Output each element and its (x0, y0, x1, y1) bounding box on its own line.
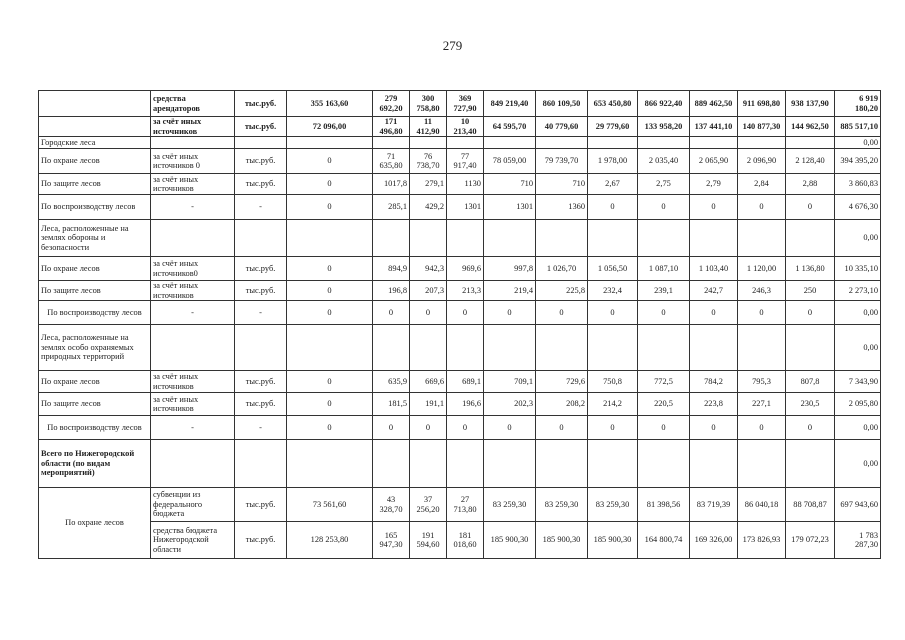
base-value-cell: 72 096,00 (287, 117, 373, 137)
unit-cell: тыс.руб. (235, 117, 287, 137)
value-cell (373, 440, 410, 488)
value-cell: 246,3 (738, 281, 786, 301)
value-cell: 83 259,30 (536, 488, 588, 522)
source-cell: за счёт иных источников0 (151, 257, 235, 281)
base-value-cell (287, 440, 373, 488)
value-cell: 40 779,60 (536, 117, 588, 137)
source-cell: - (151, 301, 235, 325)
source-cell: - (151, 416, 235, 440)
value-cell (638, 137, 690, 149)
value-cell: 88 708,87 (786, 488, 835, 522)
value-cell: 0 (410, 416, 447, 440)
value-cell (373, 137, 410, 149)
value-cell (447, 325, 484, 371)
value-cell (738, 440, 786, 488)
row-name-cell (39, 117, 151, 137)
value-cell: 0,00 (835, 325, 881, 371)
value-cell: 2,67 (588, 174, 638, 195)
value-cell: 86 040,18 (738, 488, 786, 522)
value-cell: 0 (447, 301, 484, 325)
base-value-cell: 0 (287, 371, 373, 393)
row-name-cell: По защите лесов (39, 393, 151, 416)
value-cell: 6 919 180,20 (835, 91, 881, 117)
row-name-cell: По защите лесов (39, 281, 151, 301)
value-cell: 1301 (484, 195, 536, 220)
value-cell: 185 900,30 (484, 522, 536, 559)
table-row (39, 137, 881, 149)
value-cell: 181,5 (373, 393, 410, 416)
value-cell: 0 (786, 301, 835, 325)
value-cell: 137 441,10 (690, 117, 738, 137)
value-cell: 1 783 287,30 (835, 522, 881, 559)
value-cell: 729,6 (536, 371, 588, 393)
value-cell: 0 (638, 195, 690, 220)
value-cell: 214,2 (588, 393, 638, 416)
value-cell (536, 220, 588, 257)
table-row (39, 488, 881, 522)
unit-cell: тыс.руб. (235, 149, 287, 174)
value-cell: 860 109,50 (536, 91, 588, 117)
unit-cell: тыс.руб. (235, 522, 287, 559)
value-cell: 1360 (536, 195, 588, 220)
value-cell: 0 (536, 301, 588, 325)
value-cell (786, 325, 835, 371)
value-cell: 0,00 (835, 220, 881, 257)
base-value-cell: 128 253,80 (287, 522, 373, 559)
row-name-cell: По защите лесов (39, 174, 151, 195)
unit-cell: - (235, 416, 287, 440)
value-cell: 1 103,40 (690, 257, 738, 281)
table-row (39, 174, 881, 195)
value-cell: 71 635,80 (373, 149, 410, 174)
value-cell: 0 (738, 416, 786, 440)
value-cell: 0 (536, 416, 588, 440)
value-cell (786, 137, 835, 149)
table-row (39, 281, 881, 301)
value-cell: 1017,8 (373, 174, 410, 195)
row-name-cell: Городские леса (39, 137, 151, 149)
value-cell: 0,00 (835, 137, 881, 149)
unit-cell: тыс.руб. (235, 91, 287, 117)
value-cell: 894,9 (373, 257, 410, 281)
value-cell: 0,00 (835, 440, 881, 488)
value-cell: 285,1 (373, 195, 410, 220)
value-cell: 220,5 (638, 393, 690, 416)
value-cell (786, 440, 835, 488)
value-cell (536, 440, 588, 488)
value-cell (638, 325, 690, 371)
table-row (39, 91, 881, 117)
value-cell: 0 (588, 416, 638, 440)
forest-expenses-table (38, 90, 881, 559)
value-cell: 0 (786, 416, 835, 440)
value-cell: 689,1 (447, 371, 484, 393)
value-cell: 1 120,00 (738, 257, 786, 281)
value-cell: 2 065,90 (690, 149, 738, 174)
value-cell (588, 220, 638, 257)
base-value-cell: 73 561,60 (287, 488, 373, 522)
value-cell: 885 517,10 (835, 117, 881, 137)
base-value-cell (287, 220, 373, 257)
value-cell: 0 (373, 416, 410, 440)
row-name-cell: По охране лесов (39, 371, 151, 393)
value-cell: 0 (484, 301, 536, 325)
value-cell: 191,1 (410, 393, 447, 416)
value-cell: 2 096,90 (738, 149, 786, 174)
value-cell (588, 440, 638, 488)
row-name-cell: Леса, расположенные на землях обороны и безопасности (39, 220, 151, 257)
table-row (39, 393, 881, 416)
value-cell (690, 440, 738, 488)
unit-cell: - (235, 195, 287, 220)
value-cell (410, 325, 447, 371)
value-cell: 772,5 (638, 371, 690, 393)
base-value-cell: 0 (287, 195, 373, 220)
value-cell: 164 800,74 (638, 522, 690, 559)
value-cell: 225,8 (536, 281, 588, 301)
value-cell: 83 259,30 (588, 488, 638, 522)
value-cell: 219,4 (484, 281, 536, 301)
value-cell: 1130 (447, 174, 484, 195)
value-cell: 83 259,30 (484, 488, 536, 522)
value-cell: 133 958,20 (638, 117, 690, 137)
value-cell: 43 328,70 (373, 488, 410, 522)
value-cell: 710 (536, 174, 588, 195)
value-cell: 0 (690, 195, 738, 220)
source-cell: за счёт иных источников (151, 371, 235, 393)
unit-cell: тыс.руб. (235, 257, 287, 281)
value-cell: 169 326,00 (690, 522, 738, 559)
value-cell: 2 128,40 (786, 149, 835, 174)
unit-cell (235, 137, 287, 149)
unit-cell: тыс.руб. (235, 371, 287, 393)
value-cell: 279,1 (410, 174, 447, 195)
value-cell: 889 462,50 (690, 91, 738, 117)
value-cell: 0 (484, 416, 536, 440)
table-row (39, 149, 881, 174)
value-cell: 969,6 (447, 257, 484, 281)
value-cell: 7 343,90 (835, 371, 881, 393)
value-cell: 179 072,23 (786, 522, 835, 559)
row-name-cell: Леса, расположенные на землях особо охраняемых природных территорий (39, 325, 151, 371)
value-cell: 223,8 (690, 393, 738, 416)
value-cell: 230,5 (786, 393, 835, 416)
value-cell: 0 (373, 301, 410, 325)
value-cell: 938 137,90 (786, 91, 835, 117)
value-cell: 1 026,70 (536, 257, 588, 281)
value-cell (484, 440, 536, 488)
table-row (39, 416, 881, 440)
value-cell (738, 137, 786, 149)
value-cell (638, 220, 690, 257)
value-cell: 213,3 (447, 281, 484, 301)
base-value-cell (287, 137, 373, 149)
base-value-cell: 0 (287, 281, 373, 301)
value-cell: 0 (638, 301, 690, 325)
value-cell: 83 719,39 (690, 488, 738, 522)
value-cell (447, 220, 484, 257)
value-cell (690, 325, 738, 371)
value-cell: 202,3 (484, 393, 536, 416)
value-cell: 750,8 (588, 371, 638, 393)
value-cell: 2,75 (638, 174, 690, 195)
value-cell (738, 220, 786, 257)
value-cell: 866 922,40 (638, 91, 690, 117)
value-cell (638, 440, 690, 488)
value-cell: 710 (484, 174, 536, 195)
value-cell: 653 450,80 (588, 91, 638, 117)
base-value-cell: 0 (287, 174, 373, 195)
table-row (39, 325, 881, 371)
value-cell: 37 256,20 (410, 488, 447, 522)
value-cell (447, 137, 484, 149)
table-row (39, 220, 881, 257)
unit-cell (235, 440, 287, 488)
value-cell: 1 056,50 (588, 257, 638, 281)
value-cell: 196,8 (373, 281, 410, 301)
value-cell (536, 137, 588, 149)
value-cell: 0,00 (835, 416, 881, 440)
value-cell: 1 087,10 (638, 257, 690, 281)
value-cell: 849 219,40 (484, 91, 536, 117)
value-cell: 2,84 (738, 174, 786, 195)
source-cell: за счёт иных источников (151, 174, 235, 195)
table-row (39, 301, 881, 325)
source-cell: за счёт иных источников (151, 281, 235, 301)
value-cell: 0 (638, 416, 690, 440)
base-value-cell: 355 163,60 (287, 91, 373, 117)
value-cell: 429,2 (410, 195, 447, 220)
value-cell (373, 325, 410, 371)
row-name-cell: По воспроизводству лесов (39, 195, 151, 220)
row-name-cell: Всего по Нижегородской области (по видам мероприятий) (39, 440, 151, 488)
table-row (39, 117, 881, 137)
value-cell: 1 136,80 (786, 257, 835, 281)
base-value-cell: 0 (287, 416, 373, 440)
value-cell: 709,1 (484, 371, 536, 393)
value-cell: 784,2 (690, 371, 738, 393)
source-cell: за счёт иных источников (151, 117, 235, 137)
row-name-cell: По охране лесов (39, 257, 151, 281)
source-cell: средства арендаторов (151, 91, 235, 117)
value-cell (484, 137, 536, 149)
value-cell: 250 (786, 281, 835, 301)
unit-cell: - (235, 301, 287, 325)
source-cell (151, 137, 235, 149)
unit-cell (235, 220, 287, 257)
value-cell: 79 739,70 (536, 149, 588, 174)
value-cell: 76 738,70 (410, 149, 447, 174)
value-cell: 0 (786, 195, 835, 220)
value-cell: 173 826,93 (738, 522, 786, 559)
value-cell: 2 035,40 (638, 149, 690, 174)
value-cell: 0 (738, 195, 786, 220)
value-cell: 165 947,30 (373, 522, 410, 559)
row-name-cell: По охране лесов (39, 149, 151, 174)
value-cell: 697 943,60 (835, 488, 881, 522)
source-cell: - (151, 195, 235, 220)
value-cell: 807,8 (786, 371, 835, 393)
value-cell: 185 900,30 (536, 522, 588, 559)
value-cell (690, 137, 738, 149)
unit-cell: тыс.руб. (235, 393, 287, 416)
value-cell: 795,3 (738, 371, 786, 393)
unit-cell (235, 325, 287, 371)
value-cell (690, 220, 738, 257)
base-value-cell: 0 (287, 301, 373, 325)
value-cell: 0 (588, 195, 638, 220)
value-cell: 0 (410, 301, 447, 325)
row-name-cell: По воспроизводству лесов (39, 301, 151, 325)
source-cell: за счёт иных источников 0 (151, 149, 235, 174)
value-cell: 1 978,00 (588, 149, 638, 174)
value-cell (484, 220, 536, 257)
value-cell: 208,2 (536, 393, 588, 416)
value-cell: 942,3 (410, 257, 447, 281)
base-value-cell: 0 (287, 149, 373, 174)
value-cell: 196,6 (447, 393, 484, 416)
value-cell (484, 325, 536, 371)
value-cell: 81 398,56 (638, 488, 690, 522)
value-cell: 669,6 (410, 371, 447, 393)
value-cell: 0 (738, 301, 786, 325)
value-cell: 0 (690, 416, 738, 440)
table-row (39, 522, 881, 559)
value-cell: 1301 (447, 195, 484, 220)
value-cell: 2 095,80 (835, 393, 881, 416)
table-row (39, 440, 881, 488)
value-cell: 369 727,90 (447, 91, 484, 117)
value-cell (536, 325, 588, 371)
source-cell: субвенции из федерального бюджета (151, 488, 235, 522)
table-row (39, 371, 881, 393)
value-cell: 911 698,80 (738, 91, 786, 117)
value-cell (738, 325, 786, 371)
value-cell (588, 325, 638, 371)
unit-cell: тыс.руб. (235, 174, 287, 195)
value-cell: 300 758,80 (410, 91, 447, 117)
value-cell: 191 594,60 (410, 522, 447, 559)
value-cell: 78 059,00 (484, 149, 536, 174)
page-number: 279 (442, 38, 463, 53)
value-cell (410, 137, 447, 149)
unit-cell: тыс.руб. (235, 281, 287, 301)
value-cell: 10 335,10 (835, 257, 881, 281)
row-name-cell: По воспроизводству лесов (39, 416, 151, 440)
value-cell: 77 917,40 (447, 149, 484, 174)
value-cell: 0,00 (835, 301, 881, 325)
value-cell: 64 595,70 (484, 117, 536, 137)
source-cell (151, 325, 235, 371)
row-name-cell: По охране лесов (39, 488, 151, 559)
value-cell: 207,3 (410, 281, 447, 301)
base-value-cell: 0 (287, 257, 373, 281)
source-cell: за счёт иных источников (151, 393, 235, 416)
value-cell: 0 (588, 301, 638, 325)
value-cell: 140 877,30 (738, 117, 786, 137)
value-cell: 3 860,83 (835, 174, 881, 195)
value-cell (588, 137, 638, 149)
base-value-cell: 0 (287, 393, 373, 416)
value-cell: 29 779,60 (588, 117, 638, 137)
value-cell: 10 213,40 (447, 117, 484, 137)
value-cell: 4 676,30 (835, 195, 881, 220)
base-value-cell (287, 325, 373, 371)
value-cell: 181 018,60 (447, 522, 484, 559)
value-cell: 227,1 (738, 393, 786, 416)
source-cell (151, 220, 235, 257)
value-cell: 997,8 (484, 257, 536, 281)
table-row (39, 195, 881, 220)
value-cell (410, 440, 447, 488)
value-cell: 144 962,50 (786, 117, 835, 137)
value-cell: 11 412,90 (410, 117, 447, 137)
value-cell: 27 713,80 (447, 488, 484, 522)
value-cell: 171 496,80 (373, 117, 410, 137)
value-cell: 0 (690, 301, 738, 325)
value-cell: 2,79 (690, 174, 738, 195)
value-cell: 394 395,20 (835, 149, 881, 174)
value-cell: 2,88 (786, 174, 835, 195)
source-cell: средства бюджета Нижегородской области (151, 522, 235, 559)
value-cell: 232,4 (588, 281, 638, 301)
value-cell (786, 220, 835, 257)
value-cell: 2 273,10 (835, 281, 881, 301)
source-cell (151, 440, 235, 488)
value-cell: 185 900,30 (588, 522, 638, 559)
value-cell: 635,9 (373, 371, 410, 393)
value-cell: 279 692,20 (373, 91, 410, 117)
value-cell (447, 440, 484, 488)
value-cell: 242,7 (690, 281, 738, 301)
unit-cell: тыс.руб. (235, 488, 287, 522)
table-row (39, 257, 881, 281)
value-cell (373, 220, 410, 257)
value-cell (410, 220, 447, 257)
value-cell: 0 (447, 416, 484, 440)
value-cell: 239,1 (638, 281, 690, 301)
row-name-cell (39, 91, 151, 117)
